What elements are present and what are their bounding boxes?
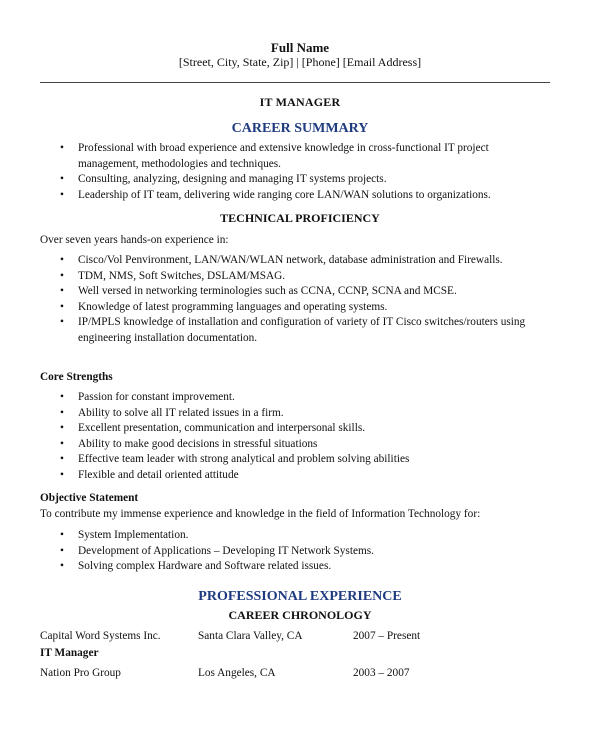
list-item: • TDM, NMS, Soft Switches, DSLAM/MSAG. — [60, 269, 550, 285]
job-company: Capital Word Systems Inc. — [40, 630, 161, 642]
list-item: • Professional with broad experience and extensive knowledge in cross-functional IT project management, methodologies and techniques. — [60, 141, 550, 172]
list-item: • Cisco/Vol Penvironment, LAN/WAN/WLAN network, database administration and Firewalls. — [60, 253, 550, 269]
list-item: • Well versed in networking terminologies such as CCNA, CCNP, SCNA and MCSE. — [60, 284, 550, 300]
career-summary-list — [60, 141, 550, 203]
header-divider — [40, 82, 550, 83]
technical-proficiency-heading: TECHNICAL PROFICIENCY — [220, 211, 380, 225]
list-item: • System Implementation. — [60, 528, 550, 544]
full-name: Full Name — [270, 40, 330, 55]
professional-experience-heading: PROFESSIONAL EXPERIENCE — [198, 589, 402, 604]
list-item: • Passion for constant improvement. — [60, 390, 550, 406]
job-company: Nation Pro Group — [40, 667, 121, 679]
list-item: • Effective team leader with strong analytical and problem solving abilities — [60, 452, 550, 468]
list-item: • Development of Applications – Developing IT Network Systems. — [60, 544, 550, 560]
job-location: Santa Clara Valley, CA — [198, 630, 303, 642]
core-strengths-list — [60, 390, 550, 483]
objective-intro: To contribute my immense experience and knowledge in the field of Information Technology for: — [40, 508, 481, 520]
career-summary-heading: CAREER SUMMARY — [231, 121, 369, 136]
list-item: • Leadership of IT team, delivering wide ranging core LAN/WAN solutions to organizations. — [60, 188, 550, 204]
job-dates: 2003 – 2007 — [353, 667, 410, 679]
job-role: IT Manager — [40, 647, 99, 659]
job-location: Los Angeles, CA — [198, 667, 276, 679]
technical-proficiency-list — [60, 253, 550, 346]
list-item: • Ability to make good decisions in stressful situations — [60, 437, 550, 453]
list-item: • Consulting, analyzing, designing and managing IT systems projects. — [60, 172, 550, 188]
core-strengths-heading: Core Strengths — [40, 371, 113, 383]
list-item: • Knowledge of latest programming languages and operating systems. — [60, 300, 550, 316]
list-item: • Solving complex Hardware and Software related issues. — [60, 559, 550, 575]
list-item: • Excellent presentation, communication and interpersonal skills. — [60, 421, 550, 437]
objective-heading: Objective Statement — [40, 492, 139, 504]
contact-line: [Street, City, State, Zip] | [Phone] [Email Address] — [178, 55, 422, 69]
list-item: • Flexible and detail oriented attitude — [60, 468, 550, 484]
technical-proficiency-intro: Over seven years hands-on experience in: — [40, 234, 229, 246]
list-item: • Ability to solve all IT related issues in a firm. — [60, 406, 550, 422]
career-chronology-heading: CAREER CHRONOLOGY — [228, 608, 372, 622]
job-title: IT MANAGER — [259, 95, 341, 109]
job-dates: 2007 – Present — [353, 630, 421, 642]
objective-list — [60, 528, 550, 575]
list-item: • IP/MPLS knowledge of installation and configuration of variety of IT Cisco switches/routers using engineering installation documentation. — [60, 315, 550, 346]
